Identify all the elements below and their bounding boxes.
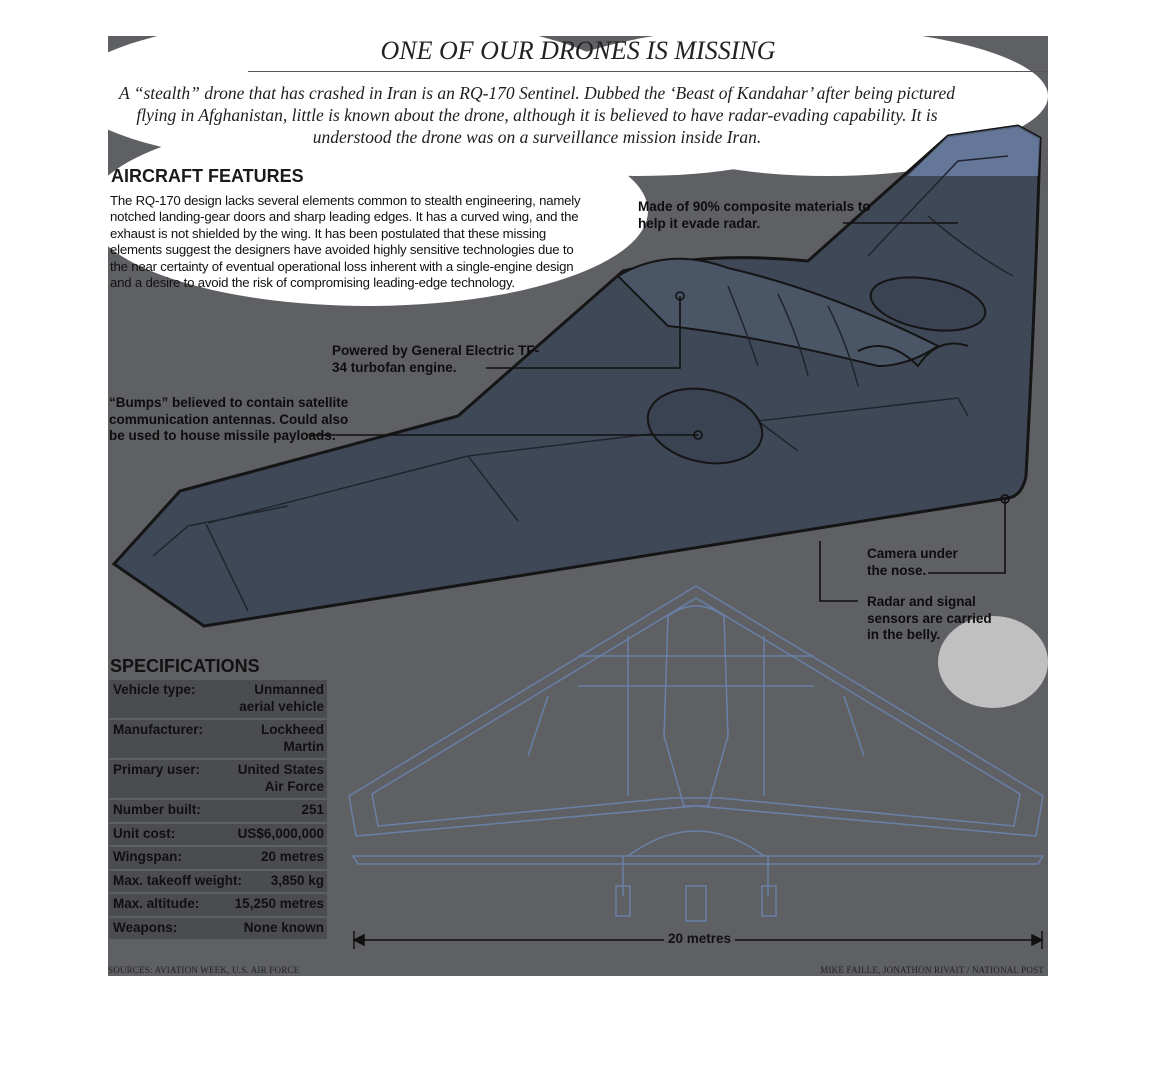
spec-label: Wingspan: — [113, 849, 182, 864]
spec-label: Weapons: — [113, 919, 178, 935]
spec-value: 20 metres — [260, 849, 324, 864]
spec-row — [109, 800, 327, 824]
spec-row — [109, 918, 327, 942]
intro-text: A “stealth” drone that has crashed in Iran is an RQ-170 Sentinel. Dubbed the ‘Beast of Kandahar’ after being pictured flying in Afghanistan, little is known about the drone, although it is believed to have radar-evading capability. It is understood the drone was on a surveillance mission inside Iran. — [118, 83, 956, 147]
author-credit: MIKE FAILLE, JONATHON RIVAIT / NATIONAL POST — [820, 965, 1044, 975]
spec-row — [109, 847, 327, 871]
callout-camera: Camera under the nose. — [867, 546, 958, 578]
spec-value: Unmanned aerial vehicle — [239, 682, 324, 714]
spec-row — [109, 894, 327, 918]
spec-row — [109, 720, 327, 760]
spec-row — [109, 871, 327, 895]
callout-composite: Made of 90% composite materials to help it evade radar. — [638, 199, 871, 231]
spec-label: Primary user: — [113, 762, 201, 777]
wingspan-label: 20 metres — [664, 931, 735, 946]
sources-credit: SOURCES: AVIATION WEEK, U.S. AIR FORCE — [108, 965, 300, 975]
callout-bumps: “Bumps” believed to contain satellite communication antennas. Could also be used to house missile payloads. — [109, 395, 349, 443]
spec-row — [109, 680, 327, 720]
spec-label: Unit cost: — [113, 825, 176, 841]
spec-value: None known — [243, 919, 324, 935]
specifications-table — [109, 680, 327, 941]
spec-label: Max. altitude: — [113, 896, 200, 911]
features-body: The RQ-170 design lacks several elements common to stealth engineering, namely notched landing-gear doors and sharp leading edges. It has a curved wing, and the exhaust is not shielded by the wing. It has been postulated that these missing elements suggest the designers have avoided highly sensitive technologies due to the near certainty of eventual operational loss inherent with a single-engine design and a desire to avoid the risk of compromising leading-edge technology. — [110, 193, 581, 291]
spec-label: Number built: — [113, 802, 201, 817]
spec-value: 251 — [301, 802, 324, 817]
spec-label: Max. takeoff weight: — [113, 872, 243, 888]
features-heading: AIRCRAFT FEATURES — [111, 166, 304, 186]
title-divider — [248, 71, 1048, 72]
spec-value: United States Air Force — [237, 762, 324, 794]
spec-label: Vehicle type: — [113, 682, 196, 697]
spec-row — [109, 824, 327, 848]
spec-value: US$6,000,000 — [237, 825, 324, 841]
callout-radar: Radar and signal sensors are carried in the belly. — [867, 594, 992, 642]
callout-engine: Powered by General Electric TF-34 turbofan engine. — [332, 343, 540, 375]
spec-label: Manufacturer: — [113, 722, 204, 737]
spec-value: 15,250 metres — [234, 896, 324, 911]
spec-value: 3,850 kg — [270, 872, 324, 888]
specifications-heading: SPECIFICATIONS — [110, 656, 260, 676]
spec-value: Lockheed Martin — [260, 722, 324, 754]
infographic-panel — [108, 36, 1048, 976]
spec-row — [109, 760, 327, 800]
page-title: ONE OF OUR DRONES IS MISSING — [380, 36, 776, 65]
blueprint-front-view — [353, 831, 1043, 921]
